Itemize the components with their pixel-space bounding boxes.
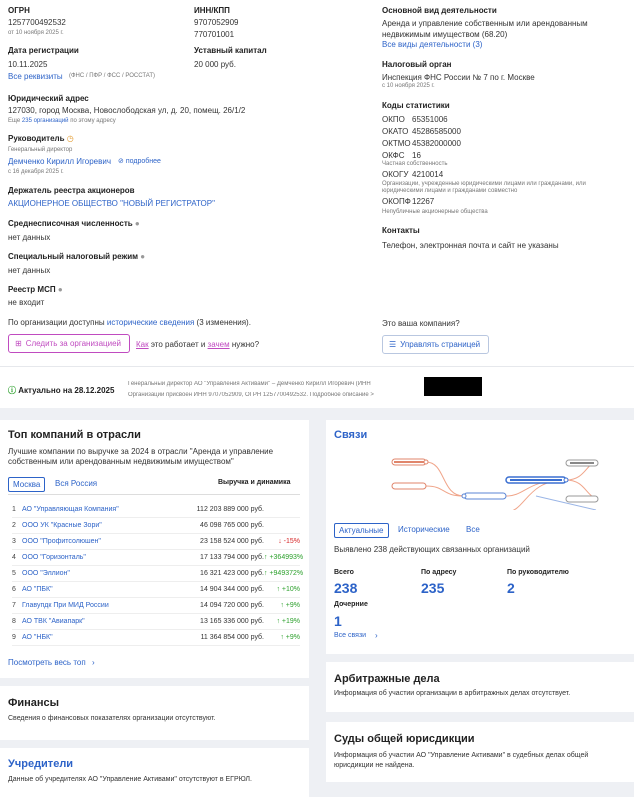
head-role: Генеральный директор [8, 147, 73, 153]
tab-current[interactable]: Актуальные [334, 523, 389, 538]
tax-authority-label: Налоговый орган [382, 60, 452, 69]
top-title: Топ компаний в отрасли [8, 429, 141, 441]
staff-label-text: Среднесписочная численность [8, 219, 133, 228]
graph-edge [426, 462, 598, 510]
history-post: (3 изменения). [196, 318, 251, 327]
see-all-top-link[interactable]: Посмотреть весь топ [8, 658, 86, 667]
help-icon[interactable]: ● [134, 219, 140, 228]
tab-all-russia[interactable]: Вся Россия [55, 479, 98, 488]
row-number: 9 [12, 634, 16, 641]
stat-code-value: 45382000000 [412, 139, 461, 148]
chevron-right-icon: › [92, 658, 95, 667]
arbitration-card [326, 662, 634, 712]
okopf-value: 12267 [412, 197, 435, 206]
address-note-pre: Еще [8, 118, 21, 124]
graph-node-dot [424, 460, 428, 464]
links-head-value[interactable]: 2 [507, 580, 515, 596]
graph-node [464, 493, 506, 499]
how-post: нужно? [231, 340, 260, 349]
graph-node [392, 483, 426, 489]
inn-value: 9707052909 [194, 18, 239, 27]
links-sub-value[interactable]: 1 [334, 613, 342, 629]
row-number: 7 [12, 602, 16, 609]
divider [0, 366, 634, 367]
manage-page-button[interactable] [382, 335, 489, 354]
revenue-dynamics: ↑ +9% [280, 602, 300, 609]
activity-value [382, 18, 612, 40]
graph-node-bar [394, 461, 424, 463]
top-subtitle: Лучшие компании по выручке за 2024 в отрасли "Аренда и управление собственным или арендованным недвижимым имуществом" [8, 447, 274, 466]
help-icon[interactable]: ● [57, 285, 63, 294]
okfs-note: Частная собственность [382, 161, 448, 167]
stat-code-row [382, 126, 461, 138]
tax-regime-value: нет данных [8, 266, 51, 275]
tab-historical[interactable]: Исторические [398, 525, 450, 534]
ogrn-value: 1257700492532 [8, 18, 66, 27]
revenue-dynamics: ↑ +9% [280, 634, 300, 641]
contacts-value: Телефон, электронная почта и сайт не указаны [382, 241, 559, 250]
links-sub-label: Дочерние [334, 601, 368, 608]
revenue-value: 11 364 854 000 руб. [200, 634, 264, 641]
company-name-link[interactable]: ООО "Профитсолюшен" [22, 538, 101, 545]
table-row[interactable] [12, 566, 304, 582]
links-graph[interactable] [386, 450, 626, 510]
revenue-dynamics: ↑ +19% [276, 618, 300, 625]
divider [8, 494, 300, 495]
capital-label: Уставный капитал [194, 46, 267, 55]
finance-card [0, 686, 309, 740]
capital-value: 20 000 руб. [194, 60, 236, 69]
head-label-text: Руководитель [8, 134, 65, 143]
inn-label: ИНН/КПП [194, 6, 230, 15]
head-since: с 16 декабря 2025 г. [8, 169, 64, 175]
links-head-label: По руководителю [507, 569, 569, 576]
graph-node-dot [564, 478, 568, 482]
stat-codes-label: Коды статистики [382, 101, 450, 110]
registry-link[interactable]: АКЦИОНЕРНОЕ ОБЩЕСТВО "НОВЫЙ РЕГИСТРАТОР" [8, 199, 215, 208]
graph-node-bar [510, 479, 562, 481]
follow-icon: ⊞ [15, 339, 22, 348]
links-card [326, 420, 634, 654]
revenue-value: 46 098 765 000 руб. [200, 522, 264, 529]
head-name-link[interactable]: Демченко Кирилл Игоревич [8, 157, 111, 166]
links-address-value[interactable]: 235 [421, 580, 445, 596]
row-number: 3 [12, 538, 16, 545]
okopf-note: Непубличные акционерные общества [382, 209, 488, 215]
stat-code-key: ОКАТО [382, 127, 409, 136]
table-row[interactable] [12, 598, 300, 614]
okogu-row [382, 170, 443, 179]
stat-code-row [382, 138, 461, 150]
head-more[interactable] [118, 157, 161, 165]
finance-text: Сведения о финансовых показателях организации отсутствуют. [8, 715, 216, 722]
table-row[interactable] [12, 502, 300, 518]
table-row[interactable] [12, 582, 300, 598]
links-total-label: Всего [334, 569, 354, 576]
row-number: 5 [12, 570, 16, 577]
company-name-link[interactable]: ООО "Горизонталь" [22, 554, 86, 561]
address-orgs-link[interactable]: 235 организаций [21, 118, 69, 124]
reg-date-label: Дата регистрации [8, 46, 79, 55]
actual-text-2: Организации присвоен ИНН 9707052909, ОГРН 1257700492532. Подробное описание > [128, 392, 374, 398]
all-activities[interactable] [382, 40, 482, 49]
why-link[interactable]: зачем [207, 340, 230, 349]
row-number: 2 [12, 522, 16, 529]
graph-node-bar [570, 462, 594, 464]
requisites-sources: (ФНС / ПФР / ФСС / РОССТАТ) [69, 73, 155, 79]
links-found: Выявлено 238 действующих связанных организаций [334, 545, 530, 554]
table-row[interactable] [12, 630, 300, 646]
tax-regime-label-text: Специальный налоговый режим [8, 252, 139, 261]
head-label [8, 134, 74, 143]
revenue-value: 112 203 889 000 руб. [196, 506, 264, 513]
tab-moscow[interactable]: Москва [8, 477, 45, 492]
table-row[interactable] [12, 550, 304, 566]
tax-authority-value: Инспекция ФНС России № 7 по г. Москве [382, 73, 535, 82]
finance-title: Финансы [8, 697, 60, 709]
your-company-text: Это ваша компания? [382, 319, 460, 328]
revenue-dynamics: ↑ +364993% [264, 554, 304, 561]
founders-title[interactable]: Учредители [8, 758, 74, 770]
stat-code-key: ОКТМО [382, 139, 411, 148]
top-companies-card [0, 420, 309, 678]
revenue-column-header: Выручка и динамика [218, 479, 291, 486]
company-name-link[interactable]: АО "НБК" [22, 634, 53, 641]
staff-label [8, 219, 140, 228]
actual-label [8, 385, 114, 396]
graph-node-dot [462, 494, 466, 498]
staff-value: нет данных [8, 233, 51, 242]
chevron-right-icon: › [375, 631, 378, 640]
links-title[interactable]: Связи [334, 429, 368, 441]
okogu-key: ОКОГУ [382, 170, 409, 179]
help-icon[interactable]: ● [140, 252, 146, 261]
history-pre: По организации доступны [8, 318, 105, 327]
okogu-value: 4210014 [412, 170, 444, 179]
revenue-value: 23 158 524 000 руб. [200, 538, 264, 545]
company-name-link[interactable]: АО ТВК "Авиапарк" [22, 618, 85, 625]
company-name-link[interactable]: АО "ПБК" [22, 586, 53, 593]
founders-card [0, 748, 309, 797]
address-value: 127030, город Москва, Новослободская ул, д. 20, помещ. 26/1/2 [8, 106, 246, 115]
company-name-link[interactable]: ООО УК "Красные Зори" [22, 522, 102, 529]
follow-button[interactable] [8, 334, 130, 353]
table-row[interactable] [12, 614, 300, 630]
reg-date-value: 10.11.2025 [8, 60, 48, 69]
tax-regime-label [8, 252, 145, 261]
actual-label-text: Актуально на 28.12.2025 [18, 386, 115, 395]
okogu-note: Организации, учрежденные юридическими лицами или гражданами, или юридическими лицами и гражданами совместно [382, 181, 586, 194]
stat-code-value: 45286585000 [412, 127, 461, 136]
all-requisites-link[interactable]: Все реквизиты [8, 72, 63, 81]
arbitration-title: Арбитражные дела [334, 673, 440, 685]
activity-text: Аренда и управление собственным или арендованным недвижимым имуществом [382, 19, 588, 39]
kpp-value: 770701001 [194, 30, 235, 39]
info-circle-icon: ⓘ [8, 386, 16, 395]
row-number: 1 [12, 506, 16, 513]
table-row[interactable] [12, 534, 300, 550]
stat-code-value: 65351006 [412, 115, 448, 124]
info-icon[interactable]: ◷ [66, 134, 74, 143]
msp-label [8, 285, 63, 294]
graph-node [566, 496, 598, 502]
stat-code-key: ОКФС [382, 151, 405, 160]
revenue-dynamics: ↓ -15% [278, 538, 300, 545]
links-address-label: По адресу [421, 569, 457, 576]
address-note [8, 118, 116, 124]
arbitration-text: Информация об участии организации в арбитражных делах отсутствует. [334, 690, 571, 697]
all-links-link[interactable]: Все связи [334, 632, 367, 639]
row-number: 4 [12, 554, 16, 561]
contacts-label: Контакты [382, 226, 420, 235]
okopf-row [382, 197, 434, 206]
link-icon: ⊘ [118, 158, 124, 165]
company-name-link[interactable]: ООО "Эллион" [22, 570, 70, 577]
courts-text: Информация об участии АО "Управление Активами" в судебных делах общей юрисдикции не найдена. [334, 752, 589, 769]
ogrn-label: ОГРН [8, 6, 30, 15]
row-number: 8 [12, 618, 16, 625]
how-text [136, 340, 259, 349]
actual-text: Генеральный директор АО "Управления Активами" – Демченко Кирилл Игоревич (ИНН [128, 381, 371, 387]
founders-text: Данные об учредителях АО "Управление Активами" отсутствуют в ЕГРЮЛ. [8, 776, 252, 783]
revenue-dynamics: ↑ +10% [276, 586, 300, 593]
activity-code: (68.20) [481, 30, 508, 39]
courts-title: Суды общей юрисдикции [334, 733, 475, 745]
menu-icon: ☰ [389, 340, 397, 349]
revenue-value: 16 321 423 000 руб. [200, 570, 264, 577]
stat-code-value: 16 [412, 151, 421, 160]
how-link[interactable]: Как [136, 340, 149, 349]
okopf-key: ОКОПФ [382, 197, 411, 206]
links-total-value[interactable]: 238 [334, 580, 358, 596]
stat-codes-list [382, 114, 461, 162]
revenue-value: 14 904 344 000 руб. [200, 586, 264, 593]
tax-authority-since: с 10 ноября 2025 г. [382, 83, 435, 89]
manage-page-button-label: Управлять страницей [400, 340, 481, 349]
row-number: 6 [12, 586, 16, 593]
msp-value: не входит [8, 298, 45, 307]
msp-label-text: Реестр МСП [8, 285, 56, 294]
history-link[interactable]: исторические сведения [106, 318, 195, 327]
ogrn-date: от 10 ноября 2025 г. [8, 30, 64, 36]
courts-card [326, 722, 634, 782]
all-activities-count: (3) [472, 40, 483, 49]
stat-code-row [382, 114, 461, 126]
company-name-link[interactable]: Главупдк При МИД России [22, 602, 109, 609]
follow-button-label: Следить за организацией [25, 339, 122, 348]
all-activities-link[interactable]: Все виды деятельности [382, 40, 471, 49]
tab-all[interactable]: Все [466, 525, 480, 534]
revenue-value: 17 133 794 000 руб. [200, 554, 264, 561]
history-text [8, 318, 251, 327]
activity-label: Основной вид деятельности [382, 6, 497, 15]
how-mid: это работает и [150, 340, 206, 349]
stat-code-key: ОКПО [382, 115, 405, 124]
revenue-value: 14 094 720 000 руб. [200, 602, 264, 609]
registry-label: Держатель реестра акционеров [8, 186, 135, 195]
address-label: Юридический адрес [8, 94, 89, 103]
revenue-value: 13 165 336 000 руб. [200, 618, 264, 625]
head-more-link[interactable]: подробнее [125, 158, 161, 165]
company-name-link[interactable]: АО "Управляющая Компания" [22, 506, 119, 513]
revenue-dynamics: ↑ +949372% [264, 570, 304, 577]
table-row[interactable] [12, 518, 300, 534]
address-note-post: по этому адресу [70, 118, 116, 124]
